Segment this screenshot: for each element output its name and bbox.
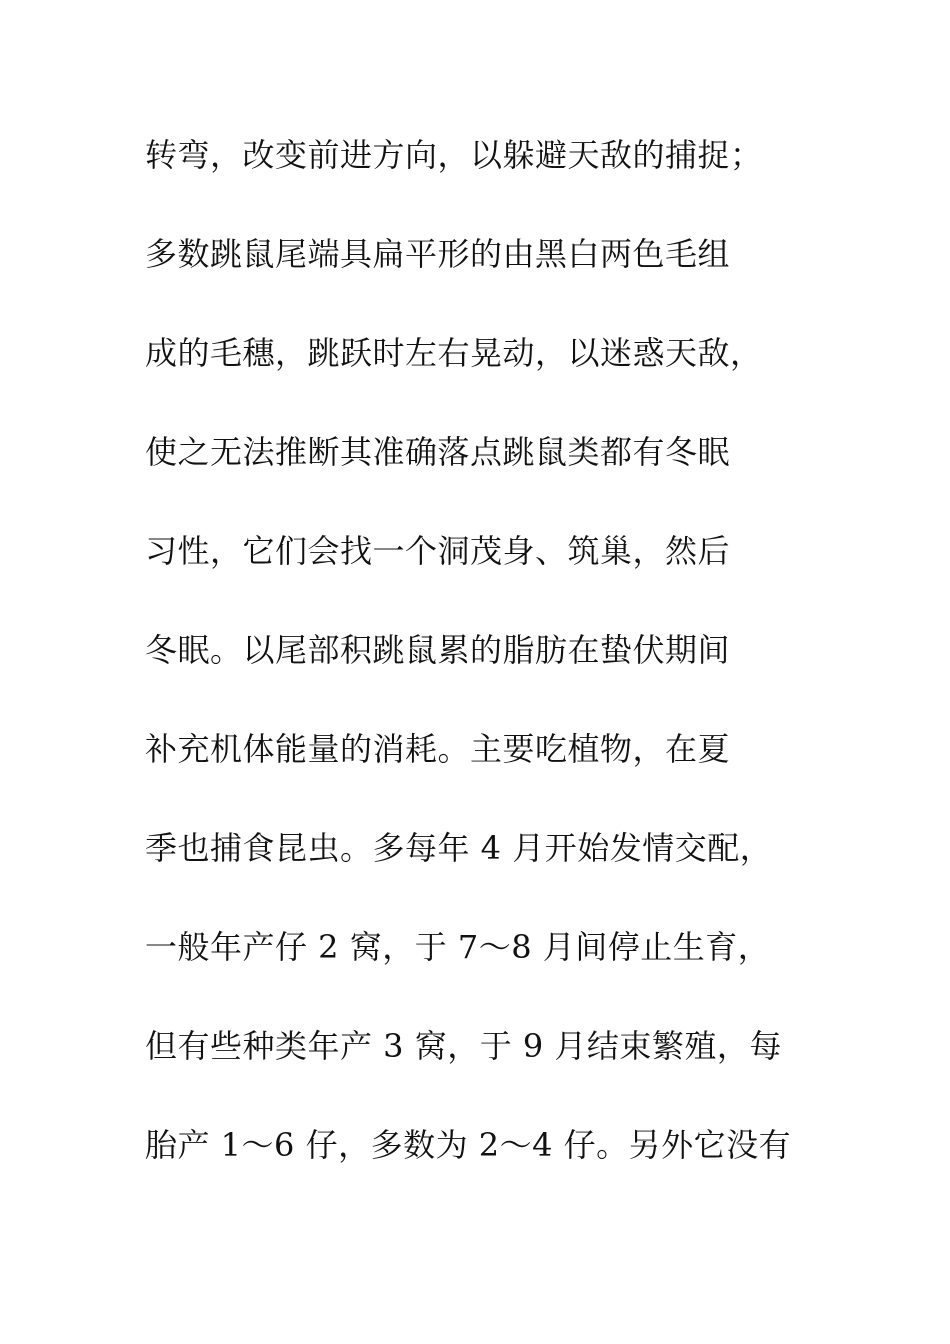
- text-line: 多数跳鼠尾端具扁平形的由黑白两色毛组: [145, 235, 731, 273]
- body-text: [145, 126, 825, 1215]
- text-line: 转弯，改变前进方向，以躲避天敌的捕捉；: [145, 136, 763, 174]
- text-line: 一般年产仔 2 窝，于 7～8 月间停止生育，: [145, 928, 771, 966]
- text-line: 成的毛穗，跳跃时左右晃动，以迷惑天敌，: [145, 334, 763, 372]
- text-line: 使之无法推断其准确落点跳鼠类都有冬眠: [145, 433, 731, 471]
- text-line: 但有些种类年产 3 窝，于 9 月结束繁殖，每: [145, 1027, 782, 1065]
- text-line: 胎产 1～6 仔，多数为 2～4 仔。另外它没有: [145, 1126, 792, 1164]
- text-line: 习性，它们会找一个洞茂身、筑巢，然后: [145, 532, 731, 570]
- text-line: 冬眠。以尾部积跳鼠累的脂肪在蛰伏期间: [145, 631, 731, 669]
- text-line: 季也捕食昆虫。多每年 4 月开始发情交配，: [145, 829, 773, 867]
- text-line: 补充机体能量的消耗。主要吃植物，在夏: [145, 730, 731, 768]
